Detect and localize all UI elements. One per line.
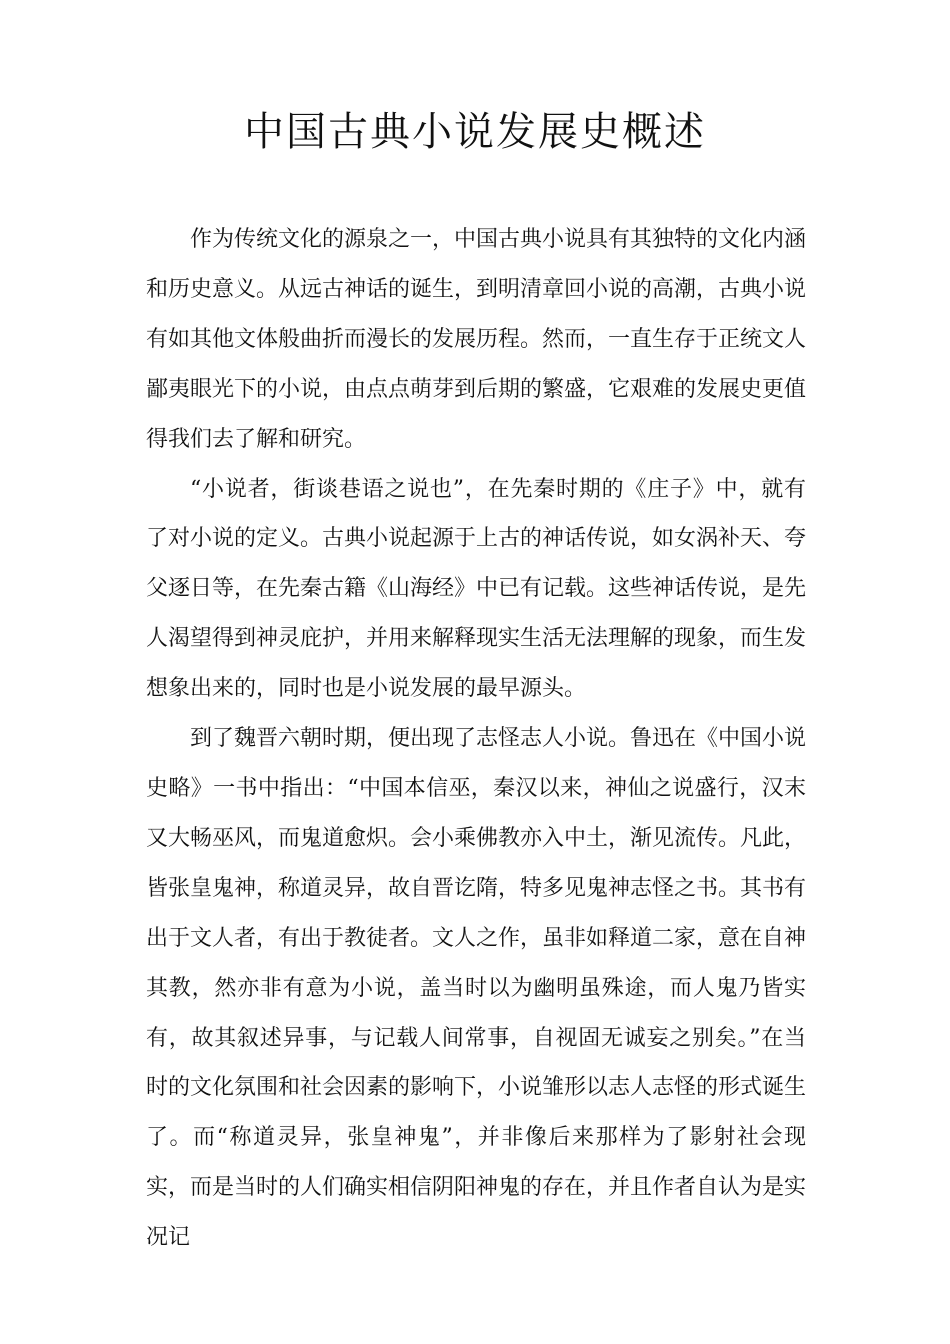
paragraph-2: “小说者，街谈巷语之说也”，在先秦时期的《庄子》中，就有了对小说的定义。古典小说起源于上古的神话传说，如女涡补天、夸父逐日等，在先秦古籍《山海经》中已有记载。这些神话传说，是先人渴望得到神灵庇护，并用来解释现实生活无法理解的现象，而生发想象出来的，同时也是小说发展的最早源头。 <box>146 476 807 702</box>
paragraph-3: 到了魏晋六朝时期，便出现了志怪志人小说。鲁迅在《中国小说史略》一书中指出：“中国本信巫，秦汉以来，神仙之说盛行，汉末又大畅巫风，而鬼道愈炽。会小乘佛教亦入中土，渐见流传。凡此，皆张皇鬼神，称道灵异，故自晋讫隋，特多见鬼神志怪之书。其书有出于文人者，有出于教徒者。文人之作，虽非如释道二家，意在自神其教，然亦非有意为小说，盖当时以为幽明虽殊途，而人鬼乃皆实有，故其叙述异事，与记载人间常事，自视固无诚妄之别矣。”在当时的文化氛围和社会因素的影响下，小说雏形以志人志怪的形式诞生了。而“称道灵异，张皇神鬼”，并非像后来那样为了影射社会现实，而是当时的人们确实相信阴阳神鬼的存在，并且作者自认为是实况记 <box>146 726 807 1251</box>
paragraph-1: 作为传统文化的源泉之一，中国古典小说具有其独特的文化内涵和历史意义。从远古神话的诞生，到明清章回小说的高潮，古典小说有如其他文体般曲折而漫长的发展历程。然而，一直生存于正统文人鄙夷眼光下的小说，由点点萌芽到后期的繁盛，它艰难的发展史更值得我们去了解和研究。 <box>146 227 807 452</box>
document-title: 中国古典小说发展史概述 <box>244 109 706 155</box>
document-body <box>146 215 806 1263</box>
